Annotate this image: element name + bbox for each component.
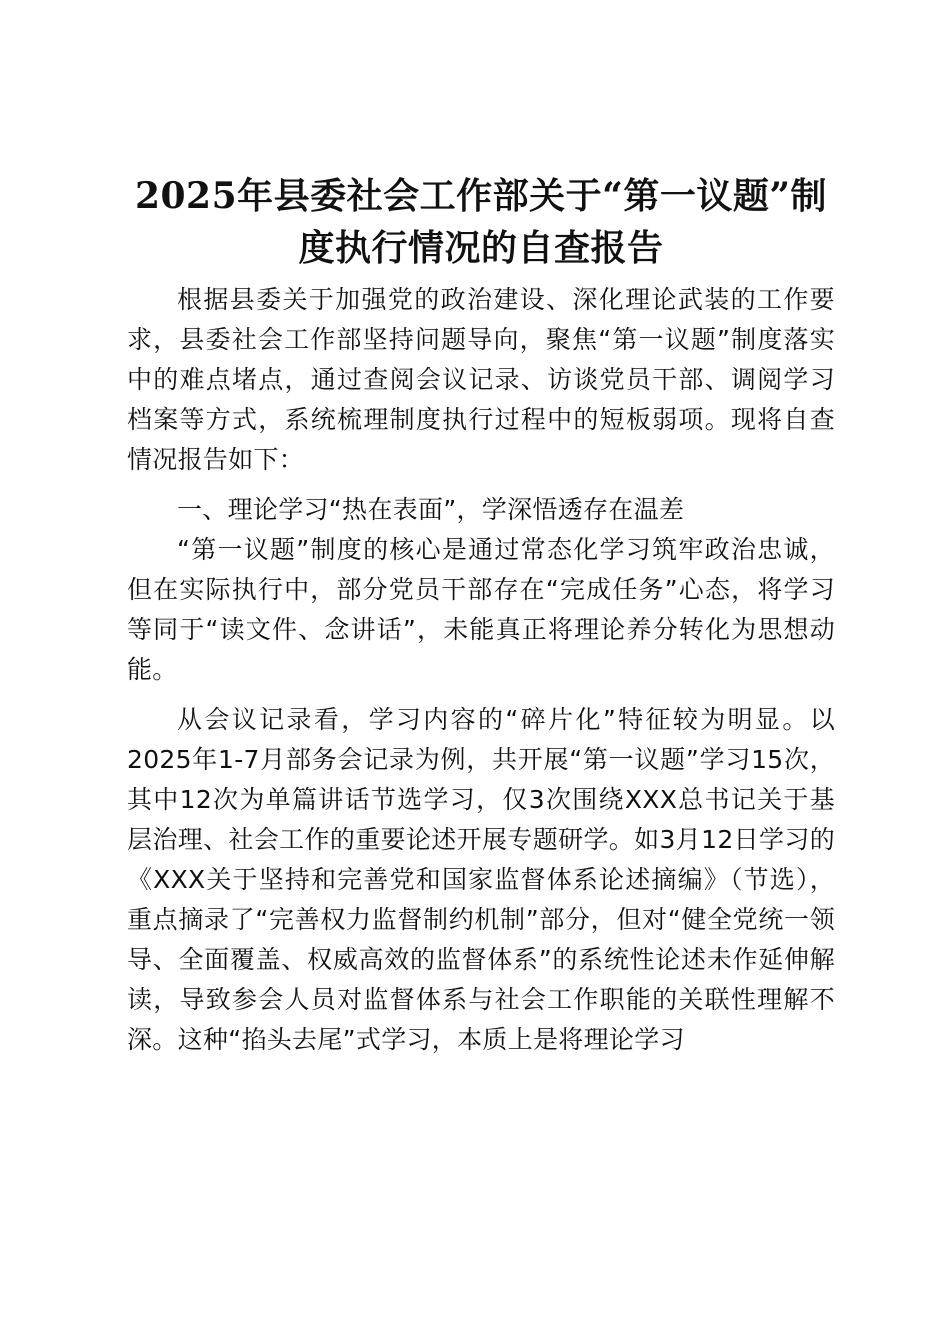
body-paragraph: “第一议题”制度的核心是通过常态化学习筑牢政治忠诚，但在实际执行中，部分党员干部存在“完成任务”心态，将学习等同于“读文件、念讲话”，未能真正将理论养分转化为思想动能。 (127, 535, 835, 684)
intro-paragraph: 根据县委关于加强党的政治建设、深化理论武装的工作要求，县委社会工作部坚持问题导向，聚焦“第一议题”制度落实中的难点堵点，通过查阅会议记录、访谈党员干部、调阅学习档案等方式，系统梳理制度执行过程中的短板弱项。现将自查情况报告如下： (127, 285, 835, 474)
document-page (127, 170, 835, 1060)
body-paragraph: 从会议记录看，学习内容的“碎片化”特征较为明显。以2025年1-7月部务会记录为例，共开展“第一议题”学习15次，其中12次为单篇讲话节选学习，仅3次围绕XXX总书记关于基层治理、社会工作的重要论述开展专题研学。如3月12日学习的《XXX关于坚持和完善党和国家监督体系论述摘编》（节选），重点摘录了“完善权力监督制约机制”部分，但对“健全党统一领导、全面覆盖、权威高效的监督体系”的系统性论述未作延伸解读，导致参会人员对监督体系与社会工作职能的关联性理解不深。这种“掐头去尾”式学习，本质上是将理论学习 (127, 705, 835, 1054)
document-title: 2025年县委社会工作部关于“第一议题”制度执行情况的自查报告 (134, 175, 828, 269)
section-heading: 一、理论学习“热在表面”，学深悟透存在温差 (177, 495, 685, 524)
